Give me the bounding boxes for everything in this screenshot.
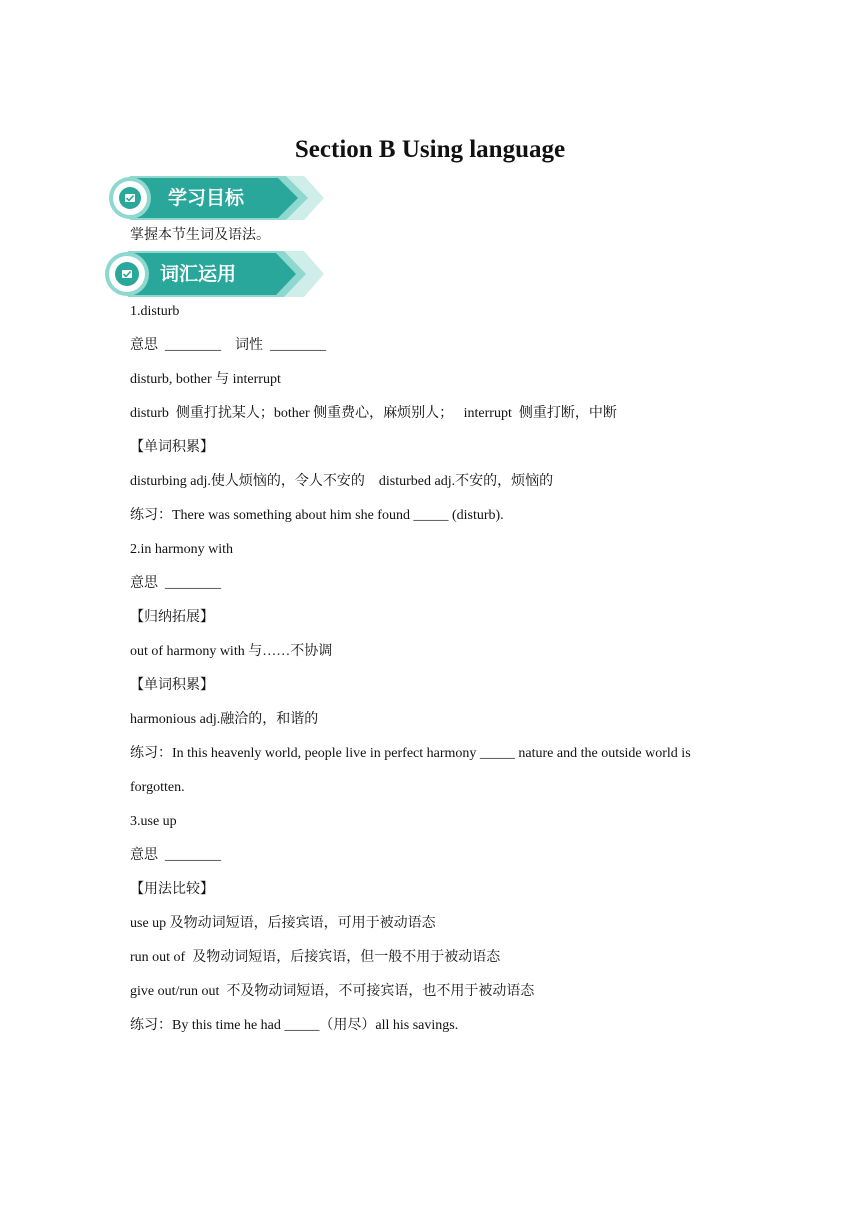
synonym-heading: disturb, bother 与 interrupt (130, 372, 281, 387)
phrase-extension: out of harmony with 与……不协调 (130, 644, 333, 659)
usage-note: give out/run out 不及物动词短语，不可接宾语，也不用于被动语态 (130, 984, 535, 999)
exercise-continued: forgotten. (130, 780, 185, 795)
exercise: 练习：By this time he had _____（用尽）all his savings. (130, 1018, 459, 1033)
usage-note: run out of 及物动词短语，后接宾语，但一般不用于被动语态 (130, 950, 501, 965)
exercise: 练习：There was something about him she found _____ (disturb). (130, 508, 504, 523)
goals-banner (108, 176, 328, 220)
exercise: 练习：In this heavenly world, people live in perfect harmony _____ nature and the outside world is (130, 746, 691, 761)
section-label: 【用法比较】 (130, 882, 214, 897)
word-forms: harmonious adj.融洽的，和谐的 (130, 712, 319, 727)
meaning-blank: 意思 ________ (130, 848, 221, 863)
vocab-banner-label: 词汇运用 (160, 263, 237, 285)
section-label: 【归纳拓展】 (130, 610, 214, 625)
meaning-blank: 意思 ________ (130, 576, 221, 591)
page-title: Section B Using language (294, 136, 566, 163)
word-heading-use-up: 3.use up (130, 814, 177, 829)
goals-banner-label: 学习目标 (168, 187, 245, 209)
goals-text: 掌握本节生词及语法。 (130, 228, 270, 243)
synonym-explanation: disturb 侧重打扰某人；bother 侧重费心，麻烦别人； interrupt 侧重打断，中断 (130, 406, 617, 421)
word-heading-disturb: 1.disturb (130, 304, 180, 319)
usage-note: use up 及物动词短语，后接宾语，可用于被动语态 (130, 916, 436, 931)
word-forms: disturbing adj.使人烦恼的，令人不安的 disturbed adj.不安的，烦恼的 (130, 474, 554, 489)
word-heading-harmony: 2.in harmony with (130, 542, 234, 557)
section-label: 【单词积累】 (130, 678, 214, 693)
meaning-pos-blank: 意思 ________ 词性 ________ (130, 338, 326, 353)
vocab-banner (104, 251, 328, 297)
section-label: 【单词积累】 (130, 440, 214, 455)
